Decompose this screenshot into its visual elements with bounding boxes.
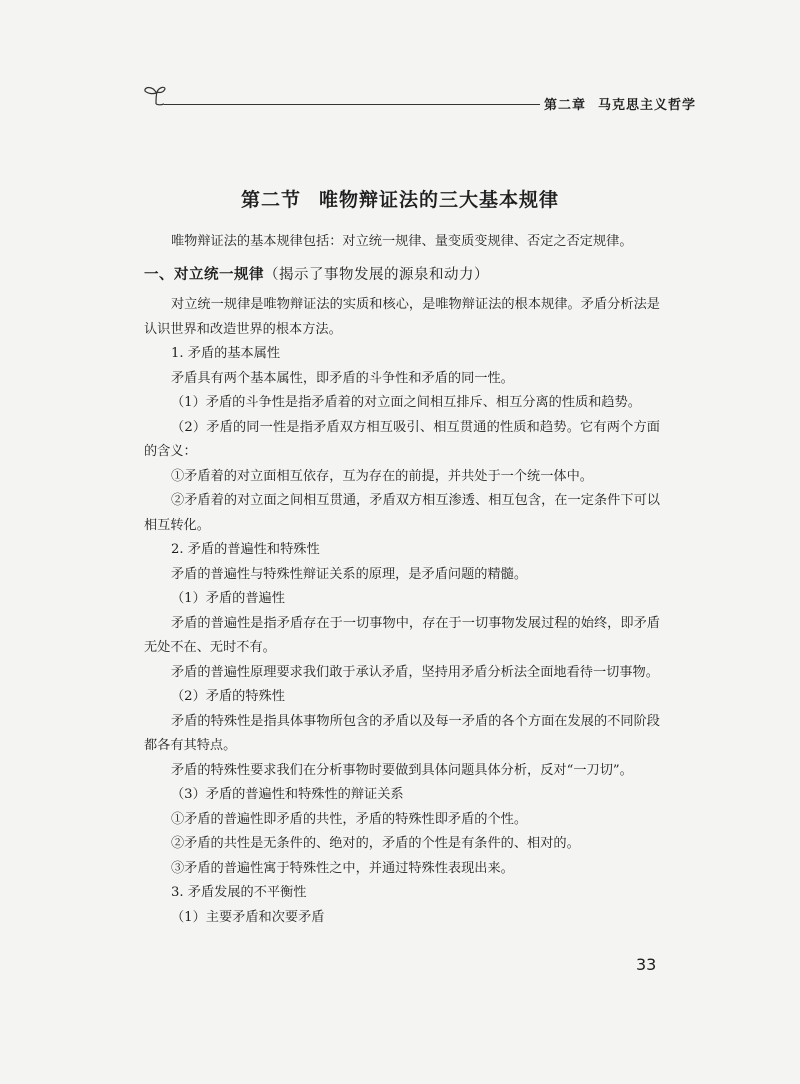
chapter-number: 第二章	[544, 98, 587, 113]
subheading: （1）主要矛盾和次要矛盾	[171, 909, 325, 925]
paragraph: ③矛盾的普遍性寓于特殊性之中，并通过特殊性表现出来。	[171, 860, 514, 876]
paragraph: 矛盾的普遍性原理要求我们敢于承认矛盾，坚持用矛盾分析法全面地看待一切事物。	[171, 664, 659, 680]
intro-paragraph: 唯物辩证法的基本规律包括：对立统一规律、量变质变规律、否定之否定规律。	[171, 234, 633, 249]
heading-main: 一、对立统一规律	[144, 266, 264, 283]
paragraph: ①矛盾的普遍性即矛盾的共性，矛盾的特殊性即矛盾的个性。	[171, 811, 528, 827]
header-rule	[164, 104, 540, 105]
paragraph: ②矛盾的共性是无条件的、绝对的，矛盾的个性是有条件的、相对的。	[171, 836, 580, 851]
subheading: 3. 矛盾发展的不平衡性	[171, 885, 307, 900]
heading-level1	[144, 263, 660, 288]
heading-sub: （揭示了事物发展的源泉和动力）	[264, 266, 489, 283]
subheading: （1）矛盾的普遍性	[171, 591, 285, 606]
paragraph: （2）矛盾的同一性是指矛盾双方相互吸引、相互贯通的性质和趋势。它有两个方面的含义：	[144, 419, 660, 459]
section-number: 第二节	[240, 189, 301, 211]
section-title	[0, 185, 800, 212]
subheading: （3）矛盾的普遍性和特殊性的辩证关系	[171, 787, 404, 802]
chapter-label	[544, 94, 696, 113]
paragraph: ②矛盾着的对立面之间相互贯通，矛盾双方相互渗透、相互包含，在一定条件下可以相互转化。	[144, 493, 660, 533]
paragraph: 矛盾的普遍性与特殊性辩证关系的原理，是矛盾问题的精髓。	[171, 566, 528, 582]
subheading: 1. 矛盾的基本属性	[171, 346, 281, 361]
section-name: 唯物辩证法的三大基本规律	[319, 189, 560, 211]
page-number: 33	[636, 955, 657, 974]
paragraph: 矛盾的特殊性要求我们在分析事物时要做到具体问题具体分析，反对“一刀切”。	[171, 762, 633, 778]
paragraph: 对立统一规律是唯物辩证法的实质和核心，是唯物辩证法的根本规律。矛盾分析法是认识世界和改造世界的根本方法。	[144, 297, 660, 337]
subheading: （2）矛盾的特殊性	[171, 689, 285, 704]
subheading: 2. 矛盾的普遍性和特殊性	[171, 542, 320, 557]
paragraph: 矛盾的特殊性是指具体事物所包含的矛盾以及每一矛盾的各个方面在发展的不同阶段都各有其特点。	[144, 713, 660, 753]
paragraph: （1）矛盾的斗争性是指矛盾着的对立面之间相互排斥、相互分离的性质和趋势。	[171, 395, 641, 410]
chapter-name: 马克思主义哲学	[598, 98, 697, 113]
running-header	[142, 82, 697, 113]
page-body	[144, 230, 660, 930]
paragraph: ①矛盾着的对立面相互依存，互为存在的前提，并共处于一个统一体中。	[171, 468, 593, 484]
paragraph: 矛盾的普遍性是指矛盾存在于一切事物中，存在于一切事物发展过程的始终，即矛盾无处不在、无时不有。	[144, 615, 660, 655]
paragraph: 矛盾具有两个基本属性，即矛盾的斗争性和矛盾的同一性。	[171, 370, 514, 386]
